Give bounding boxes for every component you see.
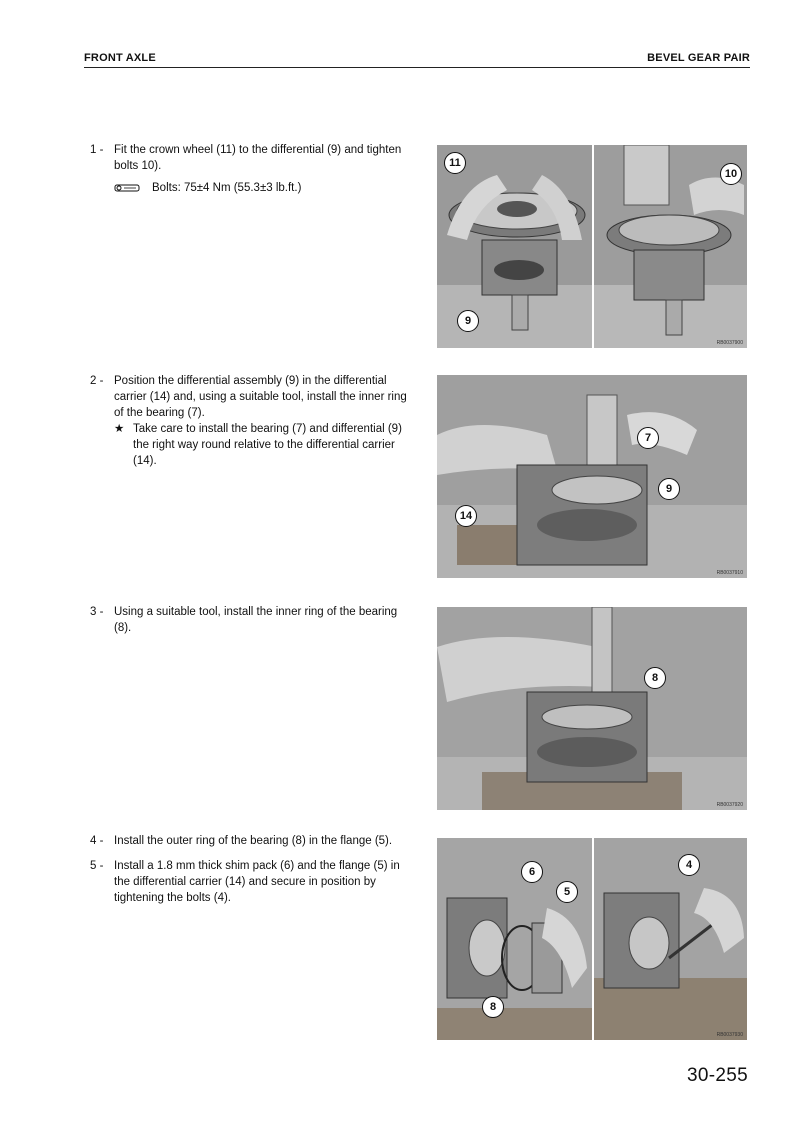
callout: 10	[720, 163, 742, 185]
step-text: Fit the crown wheel (11) to the differential (9) and tighten bolts 10).	[114, 144, 402, 172]
callout: 11	[444, 152, 466, 174]
step-text: Install the outer ring of the bearing (8) in the flange (5).	[114, 835, 393, 847]
step-number: 4 -	[90, 835, 104, 847]
section-title: FRONT AXLE	[84, 52, 156, 64]
photo-bearing-install	[437, 607, 747, 810]
callout: 14	[455, 505, 477, 527]
subsection-title: BEVEL GEAR PAIR	[647, 52, 750, 64]
step-text: Position the differential assembly (9) in the differential carrier (14) and, using a suitable tool, install the inner ring of the bearing (7).	[114, 375, 407, 419]
callout: 8	[482, 996, 504, 1018]
step-2	[90, 373, 410, 469]
figure-code: RB0037900	[716, 340, 743, 346]
step-text: Install a 1.8 mm thick shim pack (6) and the flange (5) in the differential carrier (14) and secure in position by tightening the bolts (4).	[114, 860, 400, 904]
torque-spec-text: Bolts: 75±4 Nm (55.3±3 lb.ft.)	[152, 182, 302, 194]
page-number: 30-255	[687, 1065, 748, 1086]
figure-code: RB0037930	[716, 1032, 743, 1038]
step-5	[90, 858, 410, 906]
step-number: 3 -	[90, 606, 104, 618]
figure-code: RB0037920	[716, 802, 743, 808]
photo-tightening-bolts	[594, 145, 747, 348]
step-1	[90, 142, 410, 196]
step-note	[114, 421, 410, 469]
photo-differential-install	[437, 375, 747, 578]
torque-wrench-icon	[114, 182, 142, 194]
photo-flange-bolts	[594, 838, 747, 1040]
figure-code: RB0037910	[716, 570, 743, 576]
step-number: 1 -	[90, 144, 104, 156]
step-text: Using a suitable tool, install the inner ring of the bearing (8).	[114, 606, 398, 634]
callout: 8	[644, 667, 666, 689]
photo-crown-wheel	[437, 145, 592, 348]
callout: 7	[637, 427, 659, 449]
header-rule	[84, 67, 750, 68]
callout: 6	[521, 861, 543, 883]
star-icon: ★	[114, 423, 125, 435]
photo-shim-pack	[437, 838, 592, 1040]
step-number: 5 -	[90, 860, 104, 872]
callout: 4	[678, 854, 700, 876]
step-4	[90, 833, 410, 849]
torque-spec	[114, 180, 410, 196]
step-note-text: Take care to install the bearing (7) and differential (9) the right way round relative to the differential carrier (14).	[133, 423, 402, 467]
step-3	[90, 604, 410, 636]
callout: 9	[457, 310, 479, 332]
callout: 9	[658, 478, 680, 500]
callout: 5	[556, 881, 578, 903]
step-number: 2 -	[90, 375, 104, 387]
